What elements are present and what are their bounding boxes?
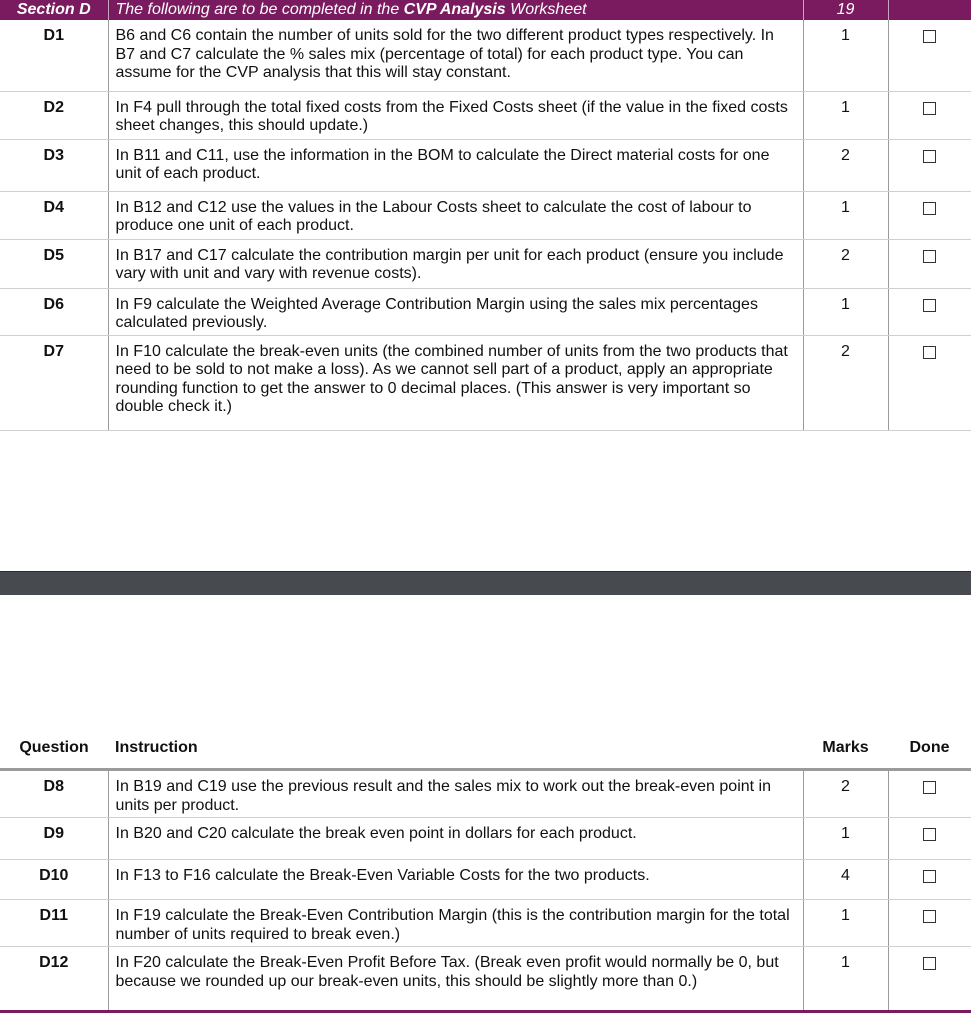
table-row	[0, 900, 971, 947]
marks-value: 1	[803, 20, 888, 91]
done-cell	[888, 139, 971, 191]
done-checkbox[interactable]	[923, 346, 936, 359]
section-label: Section D	[0, 0, 108, 20]
marks-value: 1	[803, 91, 888, 139]
done-cell	[888, 335, 971, 430]
question-number: D11	[0, 900, 108, 947]
instruction-text: In B12 and C12 use the values in the Labour Costs sheet to calculate the cost of labour to produce one unit of each product.	[108, 191, 803, 239]
done-cell	[888, 288, 971, 335]
instruction-text: In B17 and C17 calculate the contribution margin per unit for each product (ensure you include vary with unit and vary with revenue costs).	[108, 239, 803, 288]
instructions-table	[0, 736, 971, 1013]
question-number: D2	[0, 91, 108, 139]
instruction-text: In F13 to F16 calculate the Break-Even Variable Costs for the two products.	[108, 860, 803, 900]
instruction-text: In B20 and C20 calculate the break even point in dollars for each product.	[108, 818, 803, 860]
instruction-text: In B19 and C19 use the previous result and the sales mix to work out the break-even point in units per product.	[108, 770, 803, 818]
marks-value: 1	[803, 288, 888, 335]
page-divider-band	[0, 571, 971, 595]
done-checkbox[interactable]	[923, 102, 936, 115]
done-checkbox[interactable]	[923, 781, 936, 794]
table-header-row	[0, 736, 971, 770]
instruction-text: In F4 pull through the total fixed costs from the Fixed Costs sheet (if the value in the fixed costs sheet changes, this should update.)	[108, 91, 803, 139]
question-number: D9	[0, 818, 108, 860]
instruction-column-header: Instruction	[108, 736, 803, 770]
table-row	[0, 947, 971, 1012]
done-checkbox[interactable]	[923, 30, 936, 43]
table-row	[0, 818, 971, 860]
done-cell	[888, 20, 971, 91]
table-row	[0, 288, 971, 335]
table-row	[0, 770, 971, 818]
section-instruction: The following are to be completed in the CVP Analysis Worksheet	[108, 0, 803, 20]
done-cell	[888, 191, 971, 239]
table-row	[0, 20, 971, 91]
question-column-header: Question	[0, 736, 108, 770]
instruction-text: B6 and C6 contain the number of units sold for the two different product types respectively. In B7 and C7 calculate the % sales mix (percentage of total) for each product type. You can assume for the CVP analysis that this will stay constant.	[108, 20, 803, 91]
instruction-text: In F20 calculate the Break-Even Profit Before Tax. (Break even profit would normally be 0, but because we rounded up our break-even units, this should be slightly more than 0.)	[108, 947, 803, 1012]
marks-value: 1	[803, 947, 888, 1012]
question-number: D5	[0, 239, 108, 288]
done-cell	[888, 239, 971, 288]
done-checkbox[interactable]	[923, 957, 936, 970]
done-cell	[888, 818, 971, 860]
question-number: D12	[0, 947, 108, 1012]
section-done-header	[888, 0, 971, 20]
done-cell	[888, 770, 971, 818]
done-cell	[888, 947, 971, 1012]
marks-value: 1	[803, 191, 888, 239]
question-number: D8	[0, 770, 108, 818]
marks-value: 2	[803, 335, 888, 430]
marks-value: 2	[803, 770, 888, 818]
done-checkbox[interactable]	[923, 299, 936, 312]
table-row	[0, 91, 971, 139]
section-d-header-row	[0, 0, 971, 20]
question-number: D6	[0, 288, 108, 335]
question-number: D10	[0, 860, 108, 900]
marks-value: 4	[803, 860, 888, 900]
done-checkbox[interactable]	[923, 870, 936, 883]
section-d-table	[0, 0, 971, 431]
question-number: D4	[0, 191, 108, 239]
done-checkbox[interactable]	[923, 828, 936, 841]
table-row	[0, 335, 971, 430]
done-checkbox[interactable]	[923, 150, 936, 163]
done-checkbox[interactable]	[923, 250, 936, 263]
marks-value: 2	[803, 139, 888, 191]
done-cell	[888, 900, 971, 947]
instruction-text: In F10 calculate the break-even units (the combined number of units from the two products that need to be sold to not make a loss). As we cannot sell part of a product, apply an appropriate rounding function to get the answer to 0 decimal places. (This answer is very important so double check it.)	[108, 335, 803, 430]
table-row	[0, 139, 971, 191]
table-row	[0, 191, 971, 239]
marks-value: 1	[803, 818, 888, 860]
section-marks-total: 19	[803, 0, 888, 20]
question-number: D1	[0, 20, 108, 91]
question-number: D7	[0, 335, 108, 430]
done-cell	[888, 860, 971, 900]
done-column-header: Done	[888, 736, 971, 770]
question-number: D3	[0, 139, 108, 191]
marks-value: 2	[803, 239, 888, 288]
table-row	[0, 239, 971, 288]
table-row	[0, 860, 971, 900]
marks-column-header: Marks	[803, 736, 888, 770]
instruction-text: In B11 and C11, use the information in the BOM to calculate the Direct material costs for one unit of each product.	[108, 139, 803, 191]
marks-value: 1	[803, 900, 888, 947]
instruction-text: In F19 calculate the Break-Even Contribution Margin (this is the contribution margin for the total number of units required to break even.)	[108, 900, 803, 947]
done-checkbox[interactable]	[923, 202, 936, 215]
instruction-text: In F9 calculate the Weighted Average Contribution Margin using the sales mix percentages calculated previously.	[108, 288, 803, 335]
done-cell	[888, 91, 971, 139]
done-checkbox[interactable]	[923, 910, 936, 923]
